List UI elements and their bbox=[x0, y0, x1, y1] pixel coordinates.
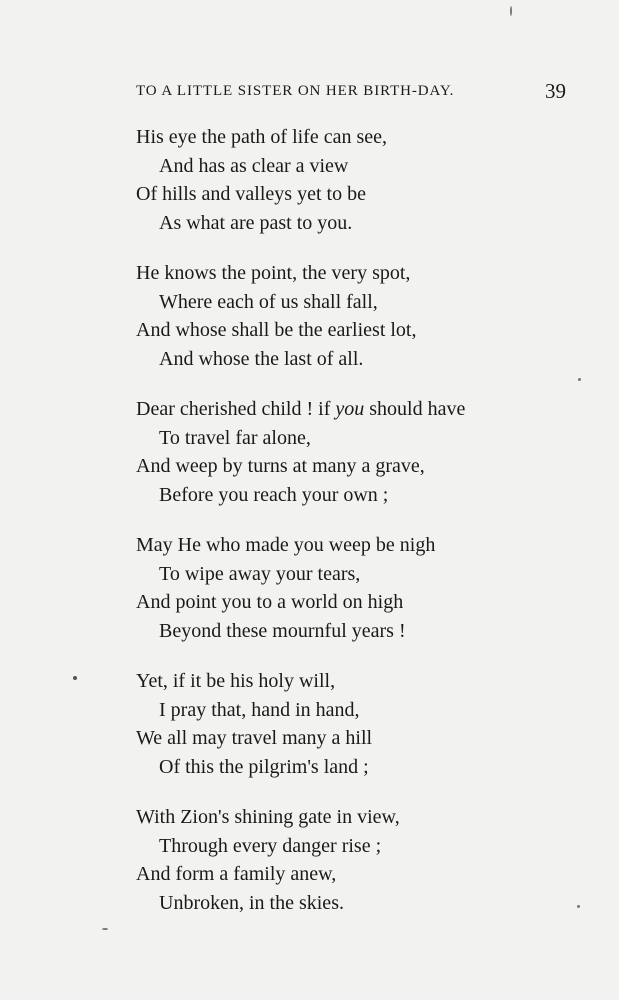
page-number: 39 bbox=[545, 79, 566, 103]
poem-line: And whose the last of all. bbox=[159, 347, 364, 370]
scan-speck bbox=[102, 928, 108, 930]
poem-line: Unbroken, in the skies. bbox=[159, 891, 344, 914]
emphasized-word: you bbox=[335, 398, 365, 420]
poem-line: May He who made you weep be nigh bbox=[136, 534, 436, 556]
stanza-6 bbox=[0, 803, 619, 917]
poem-line: He knows the point, the very spot, bbox=[136, 262, 411, 284]
stanza-4 bbox=[0, 531, 619, 645]
scan-speck bbox=[510, 6, 512, 16]
poem-line: His eye the path of life can see, bbox=[136, 126, 388, 148]
stanza-1 bbox=[0, 123, 619, 237]
stanza-3 bbox=[0, 395, 619, 509]
poem-line: With Zion's shining gate in view, bbox=[136, 806, 400, 828]
stanza-2 bbox=[0, 259, 619, 373]
poem-line: I pray that, hand in hand, bbox=[159, 698, 360, 721]
line-text: Dear cherished child ! if bbox=[136, 398, 336, 420]
poem-line: And has as clear a view bbox=[159, 154, 349, 177]
poem-line: To wipe away your tears, bbox=[159, 562, 361, 585]
line-text: should have bbox=[364, 398, 466, 420]
scan-speck bbox=[73, 676, 77, 680]
poem-line: Before you reach your own ; bbox=[159, 483, 389, 506]
page-header bbox=[0, 79, 619, 109]
poem-line: To travel far alone, bbox=[159, 426, 311, 449]
poem-line: Where each of us shall fall, bbox=[159, 290, 378, 313]
poem-line: Of this the pilgrim's land ; bbox=[159, 755, 369, 778]
poem-line: Of hills and valleys yet to be bbox=[136, 183, 366, 205]
poem-line: And whose shall be the earliest lot, bbox=[136, 319, 417, 341]
poem-line: And point you to a world on high bbox=[136, 591, 404, 613]
stanza-5 bbox=[0, 667, 619, 781]
poem-line: And weep by turns at many a grave, bbox=[136, 455, 425, 477]
poem-line: Yet, if it be his holy will, bbox=[136, 670, 336, 692]
poem bbox=[0, 123, 619, 939]
scan-speck bbox=[577, 905, 580, 908]
poem-line: As what are past to you. bbox=[159, 211, 353, 234]
poem-line: We all may travel many a hill bbox=[136, 727, 373, 749]
scan-speck bbox=[578, 378, 581, 381]
poem-line: Through every danger rise ; bbox=[159, 834, 382, 857]
poem-line bbox=[0, 395, 619, 424]
poem-line: Beyond these mournful years ! bbox=[159, 619, 406, 642]
poem-line: And form a family anew, bbox=[136, 863, 337, 885]
running-title: TO A LITTLE SISTER ON HER BIRTH-DAY. bbox=[136, 83, 455, 99]
